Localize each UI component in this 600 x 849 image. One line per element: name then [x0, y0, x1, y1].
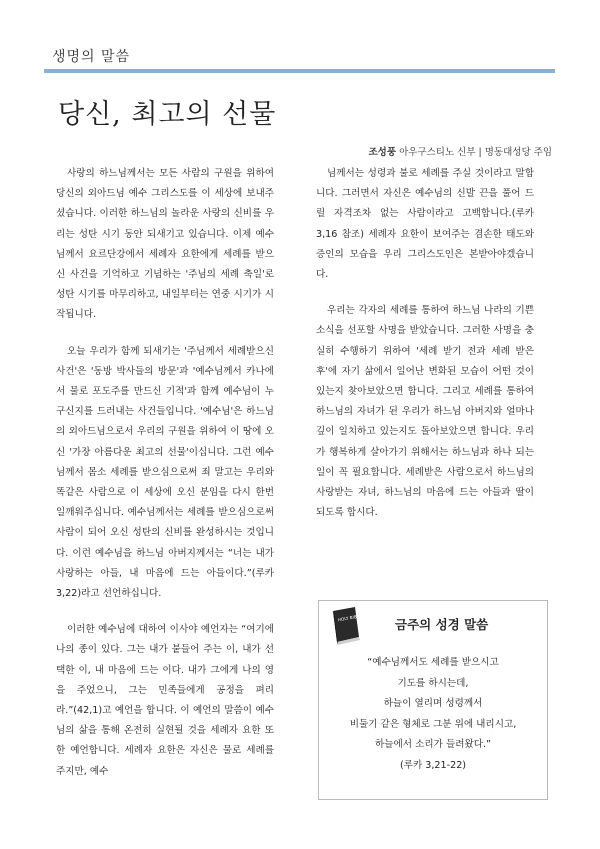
author-name: 조성풍 — [368, 147, 397, 158]
bible-icon — [329, 605, 363, 645]
scripture-reference: (루카 3,21-22) — [399, 759, 467, 771]
box-title: 금주의 성경 말씀 — [395, 617, 489, 632]
scripture-line: 하늘이 열리며 성령께서 — [383, 698, 483, 709]
paragraph: 사랑의 하느님께서는 모든 사람의 구원을 위하여 당신의 외아드님 예수 그리스도를 이 세상에 보내주셨습니다. 이러한 하느님의 놀라운 사랑의 신비를 우리는 성탄 시기 동안 되새기고 있습니다. 이제 예수님께서 요르단강에서 세례자 요한에게 세례를 받으신 사건을 기억하고 기념하는 '주님의 세례 축일'로 성탄 시기를 마무리하고, 내일부터는 연중 시기가 시작됩니다. — [56, 168, 274, 321]
scripture-line: “예수님께서도 세례를 받으시고 — [367, 657, 499, 668]
scripture-box — [318, 600, 548, 800]
paragraph: 님께서는 성령과 불로 세례를 주실 것이라고 말합니다. 그러면서 자신은 예수님의 신발 끈을 풀어 드릴 자격조차 없는 사람이라고 고백합니다.(루카 3,16 참조) 세례자 요한이 보여주는 겸손한 태도와 증인의 모습을 우리 그리스도인은 본받아야겠습니다. — [316, 168, 534, 281]
paragraph: 이러한 예수님에 대하여 이사야 예언자는 “여기에 나의 종이 있다. 그는 내가 붙들어 주는 이, 내가 선택한 이, 내 마음에 드는 이다. 내가 그에게 나의 영을 주었으니, 그는 민족들에게 공정을 펴리라.”(42,1)고 예언을 합니다. 이 예언의 말씀이 예수님의 삶을 통해 온전히 실현될 것을 세례자 요한 또한 예언합니다. 세례자 요한은 자신은 물로 세례를 주지만, 예수 — [56, 624, 274, 777]
left-column — [56, 164, 274, 798]
header-rule — [44, 69, 555, 73]
scripture-line: 비둘기 같은 형체로 그분 위에 내리시고, — [349, 718, 517, 730]
author-role: 아우구스티노 신부 | 명동대성당 주임 — [399, 147, 552, 158]
scripture-line: 하늘에서 소리가 들려왔다.” — [374, 739, 492, 750]
bible-label: HOLY BIBLE — [337, 613, 363, 623]
byline — [369, 144, 553, 158]
paragraph: 우리는 각자의 세례를 통하여 하느님 나라의 기쁜 소식을 선포할 사명을 받았습니다. 그러한 사명을 충실히 수행하기 위하여 '세례 받기 전과 세례 받은 후'에 자기 삶에서 일어난 변화된 모습이 어떤 것이 있는지 찾아보았으면 합니다. 그리고 세례를 통하여 하느님의 자녀가 된 우리가 하느님 아버지와 얼마나 깊이 일치하고 있는지도 돌아보았으면 합니다. 우리가 행복하게 살아가기 위해서는 하느님과 하나 되는 일이 꼭 필요합니다. 세례받은 사람으로서 하느님의 사랑받는 자녀, 하느님의 마음에 드는 아들과 딸이 되도록 합시다. — [316, 305, 534, 519]
paragraph: 오늘 우리가 함께 되새기는 '주님께서 세례받으신 사건'은 '동방 박사들의 방문'과 '예수님께서 카나에서 물로 포도주를 만드신 기적'과 함께 예수님이 누구신지를 드러내는 사건들입니다. '예수님'은 하느님의 외아드님으로서 우리의 구원을 위하여 이 땅에 오신 '가장 아름다운 최고의 선물'이십니다. 그런 예수님께서 몸소 세례를 받으심으로써 죄 말고는 우리와 똑같은 사람으로 이 세상에 오신 분임을 다시 한번 일깨워주십니다. 예수님께서는 세례를 받으심으로써 사람이 되어 오신 성탄의 신비를 완성하시는 것입니다. 이런 예수님을 하느님 아버지께서는 “너는 내가 사랑하는 아들, 내 마음에 드는 아들이다.”(루카 3,22)라고 선언하십니다. — [56, 345, 274, 600]
section-label: 생명의 말씀 — [52, 49, 131, 65]
right-column — [316, 164, 534, 539]
scripture-line: 기도를 하시는데, — [397, 677, 469, 689]
page-title: 당신, 최고의 선물 — [58, 99, 277, 130]
scripture-text — [323, 653, 543, 776]
